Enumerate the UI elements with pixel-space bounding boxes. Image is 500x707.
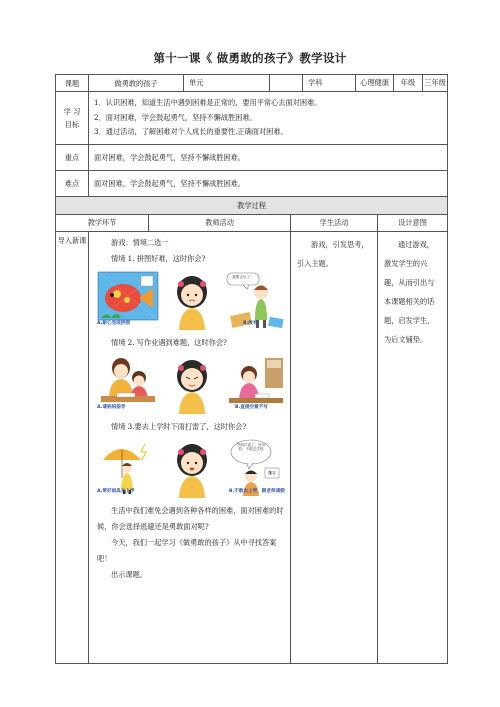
subject-value: 心理健康	[356, 75, 394, 91]
unit-value	[270, 75, 303, 91]
lesson-plan-table	[55, 74, 448, 664]
difficulty-row	[56, 170, 448, 196]
col-teacher: 教师活动	[149, 214, 291, 231]
design-intent: 通过游戏，激发学生的兴趣，从而引出与本课题相关的话题，启发学生，为后文铺垫。	[378, 231, 448, 663]
scenario-2-prompt: 情境 2. 写作业遇到难题，这时你会?	[111, 337, 227, 347]
process-column-headers	[56, 214, 448, 231]
scenario-1-images	[97, 270, 287, 332]
goal-item: 1．认识困难，知道生活中遇到困难是正常的，要用平常心去面对困难。	[94, 98, 322, 107]
grade-value: 三年级	[424, 78, 446, 87]
goal-item: 3．通过活动，了解困难对个人成长的重要性,正确面对困难。	[94, 127, 288, 136]
process-content-row	[56, 231, 448, 663]
scenario-2-images	[97, 354, 287, 416]
scenario-1-speech-bubble: 我要去玩了！	[232, 274, 254, 279]
process-heading-row	[56, 196, 448, 214]
unit-label: 单元	[184, 75, 270, 91]
umbrella-girl-image	[97, 438, 159, 500]
scenario-3-option-b: B.不敢去上学，跟老师请假	[229, 488, 285, 494]
scenario-3-images	[97, 438, 287, 500]
scenario-3-prompt: 情境 3.要去上学时下雨打雷了，这时你会?	[111, 421, 247, 431]
girl-giving-up-image	[225, 270, 287, 332]
goals-label: 学 习 目标	[56, 92, 89, 145]
girl-skipping-homework-image	[225, 354, 287, 416]
difficulty-label: 难点	[56, 170, 89, 196]
info-row	[56, 75, 448, 92]
key-point-text: 面对困难，学会鼓起勇气，坚持不懈战胜困难。	[89, 144, 448, 170]
teacher-intro: 游戏：情境二选一	[111, 237, 169, 247]
girl-thinking-image	[161, 270, 223, 332]
puzzle-image	[97, 270, 159, 332]
mom-helping-image	[97, 354, 159, 416]
page-title: 第十一课《 做勇敢的孩子》教学设计	[153, 51, 347, 65]
subject-label: 学科	[303, 75, 356, 91]
difficulty-text: 面对困难，学会鼓起勇气，坚持不懈战胜困难。	[89, 170, 448, 196]
girl-worried-image	[161, 354, 223, 416]
teacher-paragraph-2: 今天，我们一起学习《做勇敢的孩子》从中寻找答案吧！	[97, 537, 277, 563]
topic-label: 课题	[56, 75, 89, 92]
scenario-3-sign: 练习	[268, 470, 276, 475]
grade-label: 年级	[394, 75, 423, 91]
scenario-1-option-b: B.放弃	[243, 320, 258, 326]
topic-value: 做勇敢的孩子	[89, 75, 184, 92]
info-subrow	[184, 75, 448, 92]
goals-list	[89, 92, 448, 145]
key-point-row	[56, 144, 448, 170]
teacher-activity	[89, 231, 291, 663]
scenario-2-option-a: A.请妈妈指导	[97, 404, 126, 410]
key-point-label: 重点	[56, 144, 89, 170]
goals-row	[56, 92, 448, 145]
stage-name: 导入新课	[56, 231, 89, 663]
scenario-3-speech-bubble: 外面打雷了，好可怕，不敢去学校	[236, 442, 266, 451]
scenario-1-prompt: 情境 1. 拼图好难，这时你会?	[111, 253, 206, 263]
process-heading: 教学过程	[56, 196, 448, 214]
girl-scared-image	[161, 438, 223, 500]
scenario-2-option-b: B.直接空着不写	[235, 404, 268, 410]
col-intent: 设计意图	[378, 214, 448, 231]
teacher-paragraph-1: 生活中我们难免会遇到各种各样的困难，面对困难的时候，你会选择逃避还是勇敢面对呢?	[97, 505, 284, 531]
teacher-paragraph-3: 出示课题。	[111, 569, 147, 579]
col-student: 学生活动	[291, 214, 378, 231]
lesson-plan-table-wrapper	[55, 74, 447, 664]
goal-item: 2．面对困难，学会鼓起勇气，坚持不懈战胜困难。	[94, 112, 257, 122]
col-stage: 教学环节	[56, 214, 149, 231]
girl-asking-leave-image	[225, 438, 287, 500]
scenario-3-option-a: A.带好雨具去上学	[97, 488, 135, 494]
student-activity: 游戏，引发思考，引入主题。	[291, 231, 378, 663]
scenario-1-option-a: A.耐心完成拼图	[97, 320, 130, 326]
